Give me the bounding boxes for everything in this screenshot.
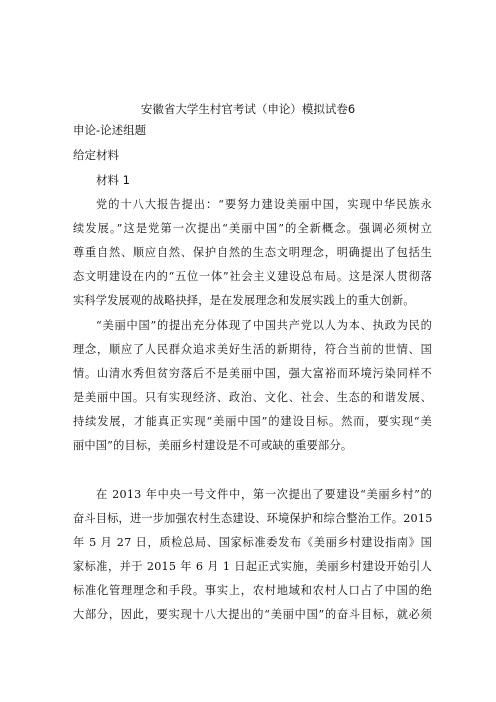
section-heading: 申论-论述组题 [73,123,147,137]
paragraph-line: 是美丽中国。只有实现经济、政治、文化、社会、生态的和谐发展、 [73,391,432,404]
paragraph-line: 大部分，因此，要实现十八大提出的“美丽中国”的奋斗目标，就必须 [73,608,432,621]
paragraph-line: 续发展。”这是党第一次提出“美丽中国”的全新概念。强调必须树立 [73,222,432,235]
paragraph-line: 尊重自然、顺应自然、保护自然的生态文明理念，明确提出了包括生 [73,246,432,259]
paragraph-line: 家标准，并于 2015 年 6 月 1 日起正式实施，美丽乡村建设开始引人 [73,560,432,573]
paragraph-line: 标准化管理理念和手段。事实上，农村地域和农村人口占了中国的绝 [73,584,432,597]
document-title: 安徽省大学生村官考试（申论）模拟试卷6 [140,102,356,116]
material-heading: 给定材料 [73,148,119,162]
paragraph-line: 态文明建设在内的“五位一体”社会主义建设总布局。这是深人贯彻落 [73,270,432,283]
paragraph-line: 奋斗目标，进一步加强农村生态建设、环境保护和综合整治工作。2015 [73,512,433,525]
paragraph-line: 实科学发展观的战略抉择，是在发展理念和发展实践上的重大创新。 [73,294,415,307]
paragraph-line: “美丽中国”的提出充分体现了中国共产党以人为本、执政为民的 [96,319,432,332]
paragraph-line: 情。山清水秀但贫穷落后不是美丽中国，强大富裕而环境污染同样不 [73,367,432,380]
paragraph-line: 丽中国”的目标，美丽乡村建设是不可或缺的重要部分。 [73,439,353,452]
paragraph-line: 党的十八大报告提出：“要努力建设美丽中国，实现中华民族永 [96,198,432,211]
paragraph-line: 在 2013 年中央一号文件中，第一次提出了要建设“美丽乡村”的 [96,488,432,501]
material-label: 材料 1 [96,173,130,187]
paragraph-line: 持续发展，才能真正实现“美丽中国”的建设目标。然而，要实现“美 [73,415,432,428]
paragraph-line: 年 5 月 27 日，质检总局、国家标准委发布《美丽乡村建设指南》国 [73,536,432,549]
paragraph-line: 理念，顺应了人民群众追求美好生活的新期待，符合当前的世情、国 [73,343,432,356]
